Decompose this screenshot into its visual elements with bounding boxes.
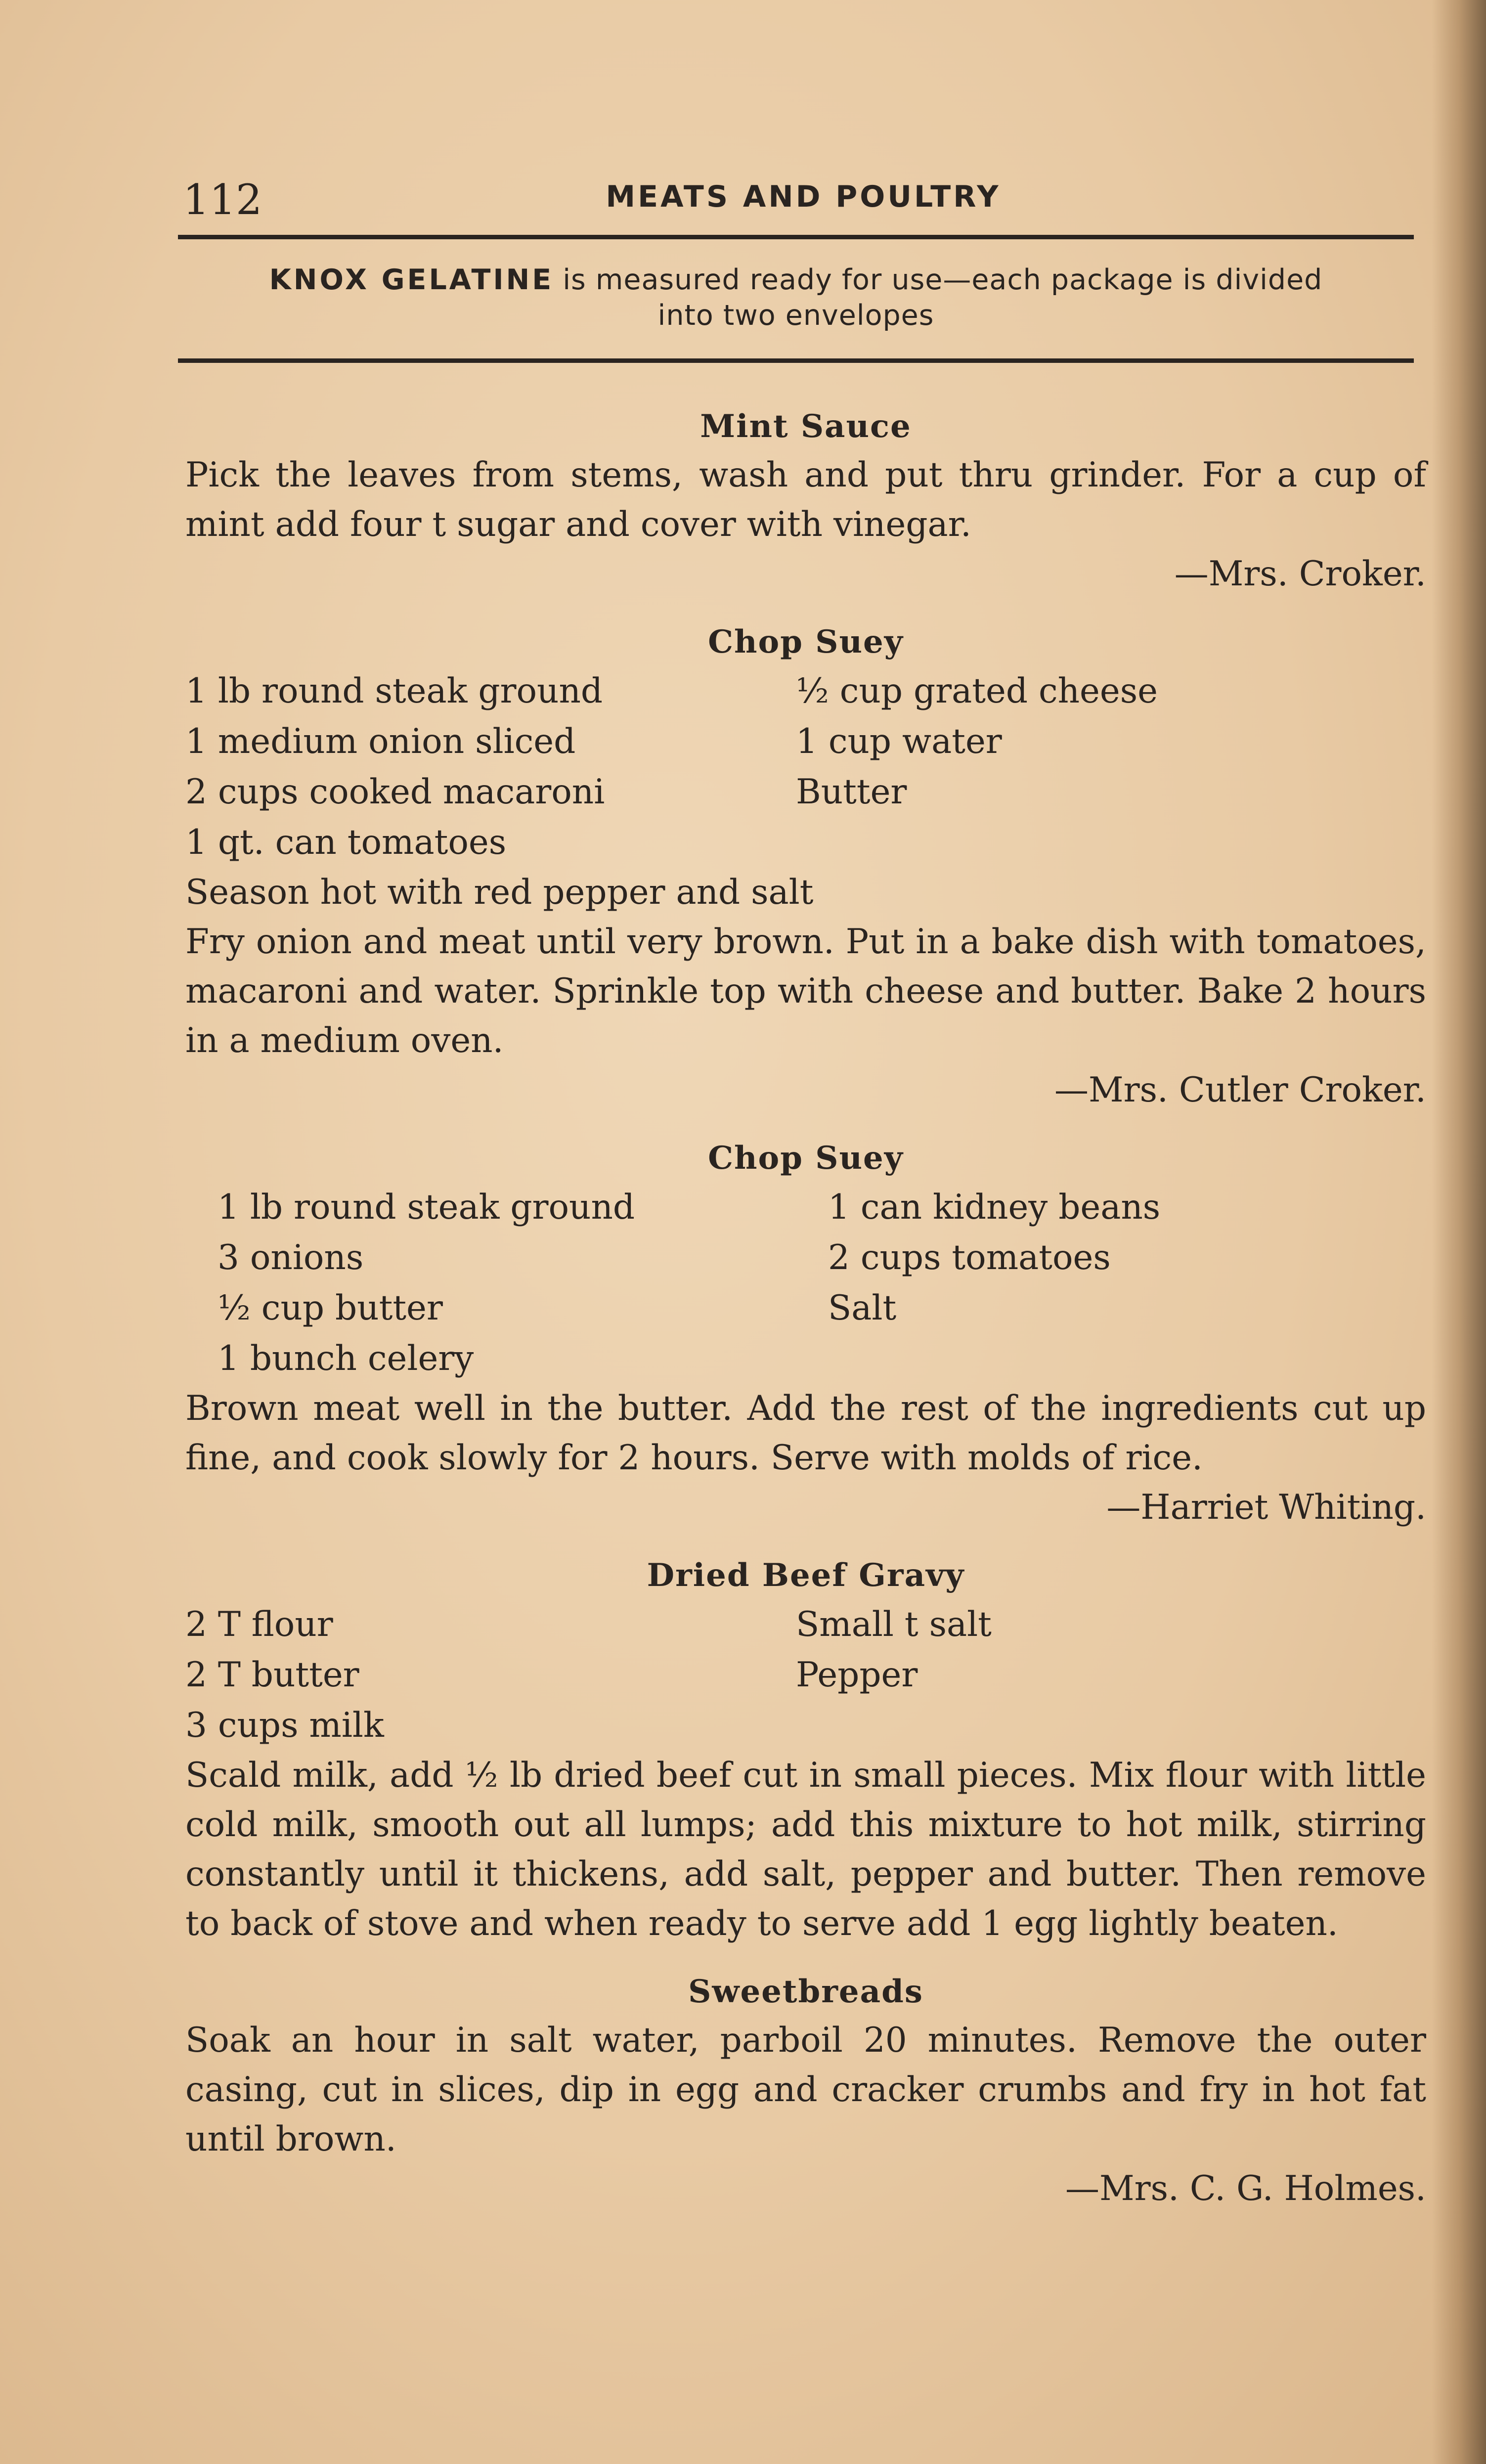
recipe-author: —Mrs. C. G. Holmes.	[1065, 2169, 1426, 2208]
ingredient: 1 can kidney beans	[828, 1188, 1161, 1227]
recipe-text: Brown meat well in the butter. Add the rest of the ingredients cut up fine, and cook slowly for 2 hours. Serve with molds of rice.	[185, 1389, 1426, 1478]
ingredient: 1 medium onion sliced	[185, 722, 576, 761]
ingredient: Pepper	[796, 1655, 918, 1695]
ingredient: ½ cup grated cheese	[796, 671, 1158, 711]
ingredient: Salt	[828, 1288, 897, 1328]
recipe-title: Sweetbreads	[688, 1973, 923, 2010]
recipe-text: Season hot with red pepper and salt	[185, 873, 814, 912]
recipe-author: —Mrs. Croker.	[1174, 554, 1426, 594]
recipe-text: Pick the leaves from stems, wash and put thru grinder. For a cup of mint add four t sugar and cover with vinegar.	[185, 455, 1426, 544]
recipe-title: Mint Sauce	[700, 408, 912, 445]
recipe-text: Fry onion and meat until very brown. Put in a bake dish with tomatoes, macaroni and water. Sprinkle top with cheese and butter. Bake 2 hours in a medium oven.	[185, 922, 1426, 1060]
recipe-author: —Mrs. Cutler Croker.	[1054, 1070, 1426, 1110]
ingredient: 1 qt. can tomatoes	[185, 823, 507, 862]
ingredient: 3 onions	[218, 1238, 364, 1277]
page-edge-shadow	[1432, 0, 1486, 2464]
ingredient: 2 cups cooked macaroni	[185, 772, 605, 812]
ingredient: ½ cup butter	[218, 1288, 443, 1328]
ingredient: Small t salt	[796, 1605, 992, 1644]
recipes	[185, 403, 1426, 2213]
ingredient: 1 lb round steak ground	[185, 671, 603, 711]
ingredient: 2 cups tomatoes	[828, 1238, 1111, 1277]
recipe-text: Soak an hour in salt water, parboil 20 minutes. Remove the outer casing, cut in slices, dip in egg and cracker crumbs and fry in hot fat until brown.	[185, 2021, 1426, 2159]
recipe-mint-sauce	[185, 403, 1426, 599]
ingredient-list	[185, 1182, 1426, 1384]
recipe-text: Scald milk, add ½ lb dried beef cut in small pieces. Mix flour with little cold milk, smooth out all lumps; add this mixture to hot milk, stirring constantly until it thickens, add salt, pepper and butter. Then remove to back of stove and when ready to serve add 1 egg lightly beaten.	[185, 1756, 1426, 1943]
ingredient: 1 cup water	[796, 722, 1002, 761]
ad-line-2: into two envelopes	[657, 299, 934, 332]
ingredient: Butter	[796, 772, 907, 812]
recipe-title: Chop Suey	[708, 1140, 904, 1177]
recipe-author: —Harriet Whiting.	[1106, 1488, 1426, 1527]
running-head: MEATS AND POULTRY	[606, 179, 1001, 214]
ingredient-list	[185, 666, 1426, 868]
recipe-title: Chop Suey	[708, 623, 904, 660]
recipe-chop-suey-2	[185, 1135, 1426, 1532]
ad-line-1: is measured ready for use—each package is divided	[563, 264, 1323, 296]
header-rule-top	[178, 235, 1414, 239]
advertisement	[178, 262, 1414, 333]
recipe-dried-beef-gravy	[185, 1552, 1426, 1948]
page-header	[183, 176, 1424, 230]
page-number: 112	[183, 176, 262, 224]
ingredient: 2 T flour	[185, 1605, 333, 1644]
recipe-chop-suey-1	[185, 618, 1426, 1115]
ad-brand: KNOX GELATINE	[269, 264, 554, 296]
recipe-sweetbreads	[185, 1968, 1426, 2213]
ingredient: 1 lb round steak ground	[218, 1188, 635, 1227]
ingredient: 1 bunch celery	[218, 1339, 474, 1378]
ingredient: 2 T butter	[185, 1655, 359, 1695]
header-rule-bottom	[178, 358, 1414, 363]
ingredient-list	[185, 1599, 1426, 1751]
recipe-title: Dried Beef Gravy	[647, 1557, 965, 1594]
ingredient: 3 cups milk	[185, 1706, 384, 1745]
